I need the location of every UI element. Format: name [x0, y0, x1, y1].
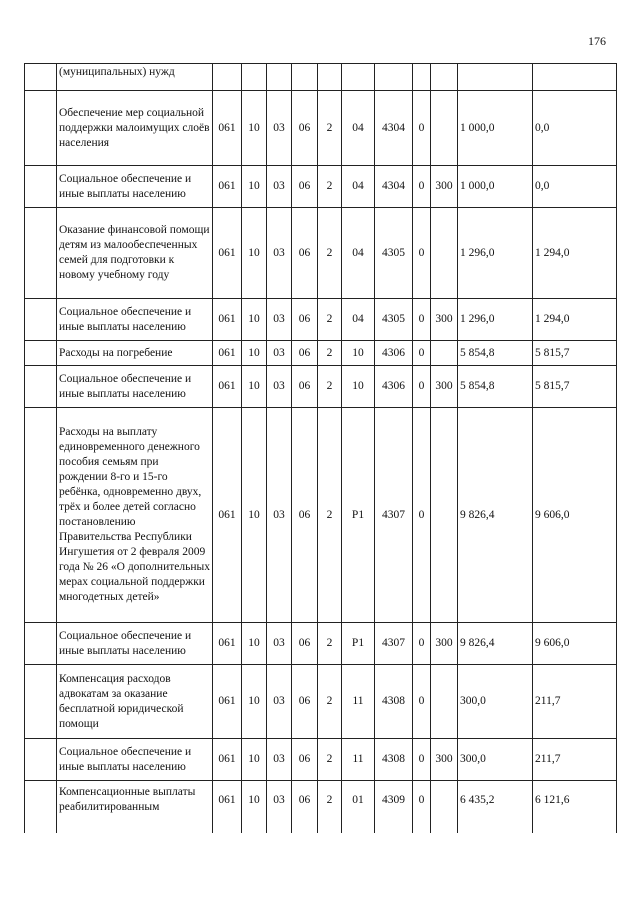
code-element-cell: 0: [413, 623, 431, 665]
code-main-event-cell: 11: [342, 739, 375, 781]
code-subprogram-cell: 2: [318, 299, 342, 341]
code-subprogram-cell: 2: [318, 739, 342, 781]
executed-amount-cell: 0,0: [533, 91, 617, 166]
code-direction-cell: 4309: [375, 781, 413, 833]
planned-amount-cell: 1 000,0: [458, 166, 533, 208]
code-direction-cell: 4308: [375, 665, 413, 739]
code-direction-cell: [375, 64, 413, 91]
code-section-cell: [242, 64, 267, 91]
planned-amount-cell: 9 826,4: [458, 408, 533, 623]
code-section-cell: 10: [242, 739, 267, 781]
code-direction-cell: 4307: [375, 408, 413, 623]
code-subprogram-cell: [318, 64, 342, 91]
code-subsection-cell: 03: [267, 408, 292, 623]
code-subprogram-cell: 2: [318, 408, 342, 623]
executed-amount-cell: 9 606,0: [533, 408, 617, 623]
code-section-cell: 10: [242, 665, 267, 739]
code-direction-cell: 4305: [375, 299, 413, 341]
code-expense-type-cell: [431, 781, 458, 833]
executed-amount-cell: 5 815,7: [533, 366, 617, 408]
code-element-cell: 0: [413, 665, 431, 739]
planned-amount-cell: 1 296,0: [458, 208, 533, 299]
planned-amount-cell: 9 826,4: [458, 623, 533, 665]
expense-name-cell: Социальное обеспечение и иные выплаты населению: [57, 166, 213, 208]
code-expense-type-cell: [431, 408, 458, 623]
table-row: [25, 665, 617, 739]
code-main-event-cell: 04: [342, 299, 375, 341]
executed-amount-cell: [533, 64, 617, 91]
executed-amount-cell: 9 606,0: [533, 623, 617, 665]
code-ministry-cell: 061: [213, 91, 242, 166]
expense-name-cell: Социальное обеспечение и иные выплаты населению: [57, 299, 213, 341]
code-section-cell: 10: [242, 781, 267, 833]
row-number-cell: [25, 623, 57, 665]
planned-amount-cell: [458, 64, 533, 91]
row-number-cell: [25, 739, 57, 781]
table-row: [25, 408, 617, 623]
code-subprogram-cell: 2: [318, 208, 342, 299]
code-subsection-cell: 03: [267, 623, 292, 665]
planned-amount-cell: 6 435,2: [458, 781, 533, 833]
expense-name-cell: Социальное обеспечение и иные выплаты населению: [57, 739, 213, 781]
code-program-cell: 06: [292, 91, 318, 166]
executed-amount-cell: 211,7: [533, 739, 617, 781]
code-program-cell: 06: [292, 665, 318, 739]
code-expense-type-cell: 300: [431, 623, 458, 665]
row-number-cell: [25, 91, 57, 166]
executed-amount-cell: 1 294,0: [533, 208, 617, 299]
row-number-cell: [25, 781, 57, 833]
executed-amount-cell: 0,0: [533, 166, 617, 208]
expense-name-cell: Социальное обеспечение и иные выплаты населению: [57, 623, 213, 665]
code-subsection-cell: 03: [267, 739, 292, 781]
code-subprogram-cell: 2: [318, 91, 342, 166]
code-ministry-cell: 061: [213, 166, 242, 208]
code-main-event-cell: 04: [342, 166, 375, 208]
code-program-cell: 06: [292, 341, 318, 366]
code-subprogram-cell: 2: [318, 166, 342, 208]
executed-amount-cell: 6 121,6: [533, 781, 617, 833]
code-direction-cell: 4306: [375, 341, 413, 366]
expense-name-cell: Расходы на выплату единовременного денежного пособия семьям при рождении 8-го и 15-го ребёнка, одновременно двух, трёх и более детей согласно постановлению Правительства Республики Ингушетия от 2 февраля 2009 года № 26 «О дополнительных мерах социальной поддержки многодетных детей»: [57, 408, 213, 623]
expense-name-cell: Социальное обеспечение и иные выплаты населению: [57, 366, 213, 408]
code-main-event-cell: 04: [342, 91, 375, 166]
table-row: [25, 739, 617, 781]
code-element-cell: 0: [413, 208, 431, 299]
row-number-cell: [25, 665, 57, 739]
budget-table: [24, 63, 617, 833]
row-number-cell: [25, 299, 57, 341]
table-row: [25, 91, 617, 166]
planned-amount-cell: 5 854,8: [458, 366, 533, 408]
code-element-cell: 0: [413, 341, 431, 366]
executed-amount-cell: 1 294,0: [533, 299, 617, 341]
code-subsection-cell: 03: [267, 781, 292, 833]
code-direction-cell: 4304: [375, 91, 413, 166]
code-subsection-cell: 03: [267, 91, 292, 166]
code-program-cell: 06: [292, 623, 318, 665]
planned-amount-cell: 1 000,0: [458, 91, 533, 166]
code-expense-type-cell: [431, 91, 458, 166]
code-expense-type-cell: 300: [431, 739, 458, 781]
code-main-event-cell: 11: [342, 665, 375, 739]
table-row: [25, 623, 617, 665]
code-subsection-cell: 03: [267, 366, 292, 408]
code-program-cell: 06: [292, 408, 318, 623]
code-section-cell: 10: [242, 341, 267, 366]
code-program-cell: 06: [292, 166, 318, 208]
code-element-cell: [413, 64, 431, 91]
code-expense-type-cell: 300: [431, 299, 458, 341]
code-program-cell: 06: [292, 781, 318, 833]
code-subprogram-cell: 2: [318, 665, 342, 739]
code-expense-type-cell: 300: [431, 166, 458, 208]
code-subsection-cell: 03: [267, 341, 292, 366]
code-section-cell: 10: [242, 166, 267, 208]
code-section-cell: 10: [242, 299, 267, 341]
expense-name-cell: Компенсационные выплаты реабилитированным: [57, 781, 213, 833]
code-ministry-cell: 061: [213, 408, 242, 623]
code-direction-cell: 4308: [375, 739, 413, 781]
code-program-cell: 06: [292, 208, 318, 299]
code-subsection-cell: [267, 64, 292, 91]
code-expense-type-cell: [431, 341, 458, 366]
expense-name-cell: Компенсация расходов адвокатам за оказание бесплатной юридической помощи: [57, 665, 213, 739]
code-subsection-cell: 03: [267, 166, 292, 208]
code-expense-type-cell: 300: [431, 366, 458, 408]
planned-amount-cell: 5 854,8: [458, 341, 533, 366]
table-row: [25, 366, 617, 408]
code-ministry-cell: 061: [213, 739, 242, 781]
table-row: [25, 166, 617, 208]
code-direction-cell: 4304: [375, 166, 413, 208]
code-ministry-cell: 061: [213, 208, 242, 299]
code-ministry-cell: 061: [213, 366, 242, 408]
code-subsection-cell: 03: [267, 208, 292, 299]
planned-amount-cell: 300,0: [458, 665, 533, 739]
code-section-cell: 10: [242, 91, 267, 166]
code-ministry-cell: 061: [213, 299, 242, 341]
table-row: [25, 64, 617, 91]
code-direction-cell: 4305: [375, 208, 413, 299]
code-main-event-cell: P1: [342, 408, 375, 623]
code-main-event-cell: 10: [342, 341, 375, 366]
code-ministry-cell: 061: [213, 781, 242, 833]
table-row: [25, 781, 617, 833]
code-main-event-cell: 10: [342, 366, 375, 408]
code-element-cell: 0: [413, 408, 431, 623]
row-number-cell: [25, 341, 57, 366]
code-main-event-cell: 01: [342, 781, 375, 833]
code-direction-cell: 4306: [375, 366, 413, 408]
table-row: [25, 299, 617, 341]
code-program-cell: 06: [292, 366, 318, 408]
code-program-cell: [292, 64, 318, 91]
code-ministry-cell: 061: [213, 341, 242, 366]
code-subprogram-cell: 2: [318, 623, 342, 665]
code-ministry-cell: 061: [213, 665, 242, 739]
code-direction-cell: 4307: [375, 623, 413, 665]
page-number: 176: [588, 34, 606, 48]
code-subprogram-cell: 2: [318, 781, 342, 833]
code-element-cell: 0: [413, 781, 431, 833]
planned-amount-cell: 300,0: [458, 739, 533, 781]
code-ministry-cell: [213, 64, 242, 91]
table-row: [25, 208, 617, 299]
code-subprogram-cell: 2: [318, 366, 342, 408]
code-expense-type-cell: [431, 64, 458, 91]
executed-amount-cell: 5 815,7: [533, 341, 617, 366]
expense-name-cell: Обеспечение мер социальной поддержки малоимущих слоёв населения: [57, 91, 213, 166]
code-element-cell: 0: [413, 299, 431, 341]
expense-name-cell: Расходы на погребение: [57, 341, 213, 366]
code-main-event-cell: 04: [342, 208, 375, 299]
code-main-event-cell: P1: [342, 623, 375, 665]
code-subprogram-cell: 2: [318, 341, 342, 366]
expense-name-cell: Оказание финансовой помощи детям из малообеспеченных семей для подготовки к новому учебному году: [57, 208, 213, 299]
code-section-cell: 10: [242, 366, 267, 408]
code-main-event-cell: [342, 64, 375, 91]
code-program-cell: 06: [292, 739, 318, 781]
row-number-cell: [25, 166, 57, 208]
code-element-cell: 0: [413, 366, 431, 408]
planned-amount-cell: 1 296,0: [458, 299, 533, 341]
code-element-cell: 0: [413, 91, 431, 166]
code-section-cell: 10: [242, 208, 267, 299]
code-expense-type-cell: [431, 665, 458, 739]
code-expense-type-cell: [431, 208, 458, 299]
code-element-cell: 0: [413, 166, 431, 208]
code-section-cell: 10: [242, 623, 267, 665]
row-number-cell: [25, 208, 57, 299]
code-subsection-cell: 03: [267, 665, 292, 739]
row-number-cell: [25, 366, 57, 408]
code-subsection-cell: 03: [267, 299, 292, 341]
code-element-cell: 0: [413, 739, 431, 781]
code-section-cell: 10: [242, 408, 267, 623]
expense-name-cell: (муниципальных) нужд: [57, 64, 213, 91]
table-row: [25, 341, 617, 366]
row-number-cell: [25, 408, 57, 623]
code-ministry-cell: 061: [213, 623, 242, 665]
executed-amount-cell: 211,7: [533, 665, 617, 739]
row-number-cell: [25, 64, 57, 91]
code-program-cell: 06: [292, 299, 318, 341]
